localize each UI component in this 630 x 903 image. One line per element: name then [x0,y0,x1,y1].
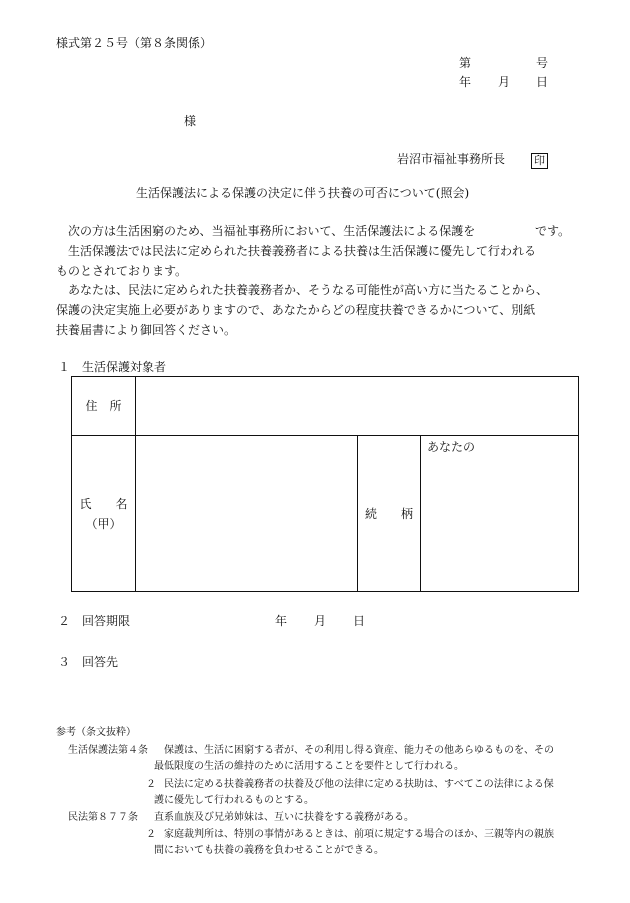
section3-label: 回答先 [82,655,119,669]
reference-text-4-line2: 間においても扶養の義務を負わせることができる。 [154,845,384,856]
reference-text-1-line2: 最低限度の生活の維持のために活用することを要件として行われる。 [154,761,464,772]
section2-number: ２ [58,614,71,628]
reference-law-2: ２ [146,779,156,790]
reference-text-1-line1: 保護は、生活に困窮する者が、その利用し得る資産、能力その他あらゆるものを、その [164,745,554,756]
body-paragraph-1a: 次の方は生活困窮のため、当福祉事務所において、生活保護法による保護を [68,224,476,238]
date-day: 日 [536,75,549,89]
body-paragraph-3-line3: 扶養届書により御回答ください。 [56,323,237,337]
reference-law-4: ２ [146,829,156,840]
section2-label: 回答期限 [82,614,131,628]
address-label: 住 所 [85,399,122,413]
reference-text-2-line1: 民法に定める扶養義務者の扶養及び他の法律に定める扶助は、すべてこの法律による保 [164,779,554,790]
document-number-prefix: 第 [459,56,472,70]
reference-law-1: 生活保護法第４条 [68,745,148,756]
form-number: 様式第２５号（第８条関係） [56,36,213,50]
reference-law-3: 民法第８７７条 [68,812,138,823]
date-year: 年 [459,75,472,89]
name-sublabel: （甲） [85,516,122,531]
name-label: 氏 名 [79,496,128,511]
body-paragraph-3-line1: あなたは、民法に定められた扶養義務者か、そうなる可能性が高い方に当たることから、 [68,283,549,297]
body-paragraph-1b: です。 [535,224,571,238]
name-value-cell [136,436,358,592]
section3-number: ３ [58,655,71,669]
address-label-cell [72,377,136,436]
deadline-year: 年 [275,614,288,628]
section1-number: １ [58,360,71,374]
reference-text-3-line1: 直系血族及び兄弟姉妹は、互いに扶養をする義務がある。 [154,812,414,823]
body-paragraph-2-line2: ものとされております。 [56,264,188,278]
target-person-table [71,376,579,592]
reference-text-2-line2: 護に優先して行われるものとする。 [154,795,314,806]
body-paragraph-2-line1: 生活保護法では民法に定められた扶養義務者による扶養は生活保護に優先して行われる [68,244,537,258]
deadline-day: 日 [353,614,366,628]
relation-value-cell [421,436,579,592]
relation-label: 続 柄 [364,506,413,521]
relation-note: あなたの [427,440,476,454]
seal-label: 印 [531,153,548,169]
document-number-suffix: 号 [536,56,549,70]
name-label-cell [72,436,136,592]
document-title: 生活保護法による保護の決定に伴う扶養の可否について(照会) [136,186,470,200]
section1-label: 生活保護対象者 [82,360,167,374]
date-month: 月 [498,75,511,89]
reference-heading: 参考（条文抜粋） [56,727,136,738]
relation-label-cell [358,436,421,592]
seal-mark [531,149,548,169]
body-paragraph-3-line2: 保護の決定実施上必要がありますので、あなたからどの程度扶養できるかについて、別紙 [56,303,536,317]
addressee-suffix: 様 [184,114,197,128]
reference-text-4-line1: 家庭裁判所は、特別の事情があるときは、前項に規定する場合のほか、三親等内の親族 [164,829,554,840]
sender-name: 岩沼市福祉事務所長 [397,152,506,166]
address-value-cell [136,377,579,436]
deadline-month: 月 [314,614,327,628]
